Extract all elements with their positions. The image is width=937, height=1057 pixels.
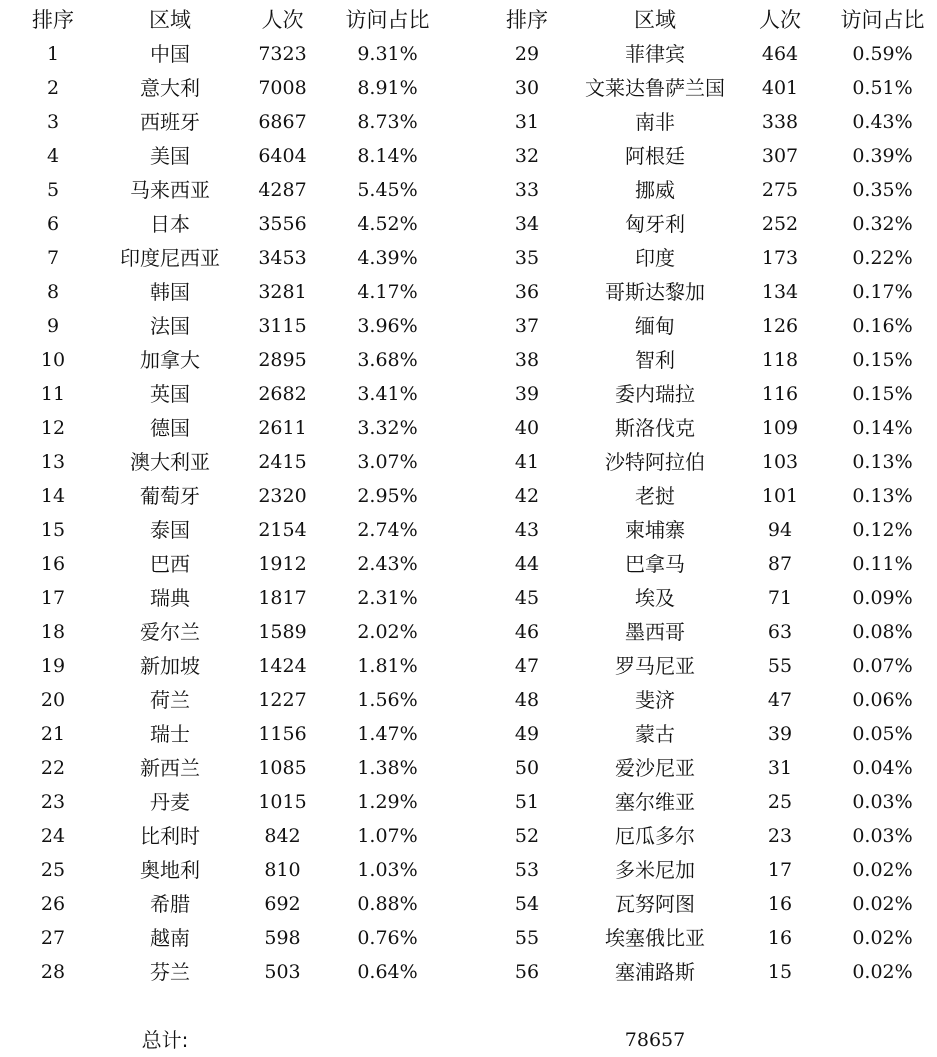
visits-cell: 109: [761, 417, 799, 439]
table-row: [0, 173, 937, 207]
rank-cell: 29: [514, 43, 540, 65]
total-value: 78657: [624, 1029, 686, 1051]
share-cell: 0.32%: [852, 213, 913, 235]
region-cell: 新加坡: [140, 654, 200, 678]
region-cell: 英国: [150, 382, 190, 406]
visits-cell: 338: [761, 111, 799, 133]
rank-cell: 27: [40, 927, 66, 949]
share-cell: 3.68%: [357, 349, 418, 371]
region-cell: 葡萄牙: [140, 484, 200, 508]
region-cell: 爱沙尼亚: [615, 756, 695, 780]
table-row: [0, 139, 937, 173]
share-cell: 9.31%: [357, 43, 418, 65]
visits-cell: 2895: [258, 349, 307, 371]
table-row: [0, 377, 937, 411]
share-cell: 2.43%: [357, 553, 418, 575]
visits-cell: 2320: [258, 485, 307, 507]
share-cell: 0.51%: [852, 77, 913, 99]
share-cell: 3.41%: [357, 383, 418, 405]
share-cell: 3.32%: [357, 417, 418, 439]
region-cell: 墨西哥: [625, 620, 685, 644]
region-cell: 巴西: [150, 552, 190, 576]
region-cell: 中国: [150, 42, 190, 66]
rank-cell: 28: [40, 961, 66, 983]
share-cell: 0.11%: [852, 553, 913, 575]
rank-cell: 32: [514, 145, 540, 167]
rank-cell: 50: [514, 757, 540, 779]
table-row: [0, 411, 937, 445]
share-cell: 1.29%: [357, 791, 418, 813]
table-row: [0, 921, 937, 955]
rank-cell: 40: [514, 417, 540, 439]
rank-cell: 14: [40, 485, 66, 507]
share-cell: 1.03%: [357, 859, 418, 881]
region-cell: 芬兰: [150, 960, 190, 984]
table-row: [0, 955, 937, 989]
share-cell: 0.05%: [852, 723, 913, 745]
table-row: [0, 275, 937, 309]
visits-cell: 275: [761, 179, 799, 201]
visits-cell: 126: [761, 315, 799, 337]
table-row: [0, 649, 937, 683]
rank-cell: 46: [514, 621, 540, 643]
region-cell: 奥地利: [140, 858, 200, 882]
share-cell: 0.15%: [852, 349, 913, 371]
share-cell: 0.02%: [852, 859, 913, 881]
share-cell: 5.45%: [357, 179, 418, 201]
region-cell: 印度尼西亚: [120, 246, 220, 270]
rank-cell: 52: [514, 825, 540, 847]
share-cell: 0.02%: [852, 927, 913, 949]
region-cell: 哥斯达黎加: [605, 280, 705, 304]
share-cell: 1.56%: [357, 689, 418, 711]
rank-cell: 7: [46, 247, 60, 269]
region-cell: 巴拿马: [625, 552, 685, 576]
region-cell: 美国: [150, 144, 190, 168]
visits-cell: 1085: [258, 757, 307, 779]
region-cell: 瓦努阿图: [615, 892, 695, 916]
region-cell: 马来西亚: [130, 178, 210, 202]
region-cell: 丹麦: [150, 790, 190, 814]
table-row: [0, 445, 937, 479]
visits-cell: 810: [264, 859, 301, 881]
rank-cell: 16: [40, 553, 66, 575]
region-cell: 比利时: [140, 824, 200, 848]
table-row: [0, 853, 937, 887]
rank-cell: 24: [40, 825, 66, 847]
visits-cell: 2154: [258, 519, 307, 541]
rank-cell: 49: [514, 723, 540, 745]
visits-cell: 1156: [258, 723, 307, 745]
header-visits-right: 人次: [759, 8, 801, 32]
share-cell: 1.47%: [357, 723, 418, 745]
total-label: 总计:: [141, 1028, 189, 1052]
rank-cell: 17: [40, 587, 66, 609]
region-cell: 日本: [150, 212, 190, 236]
table-row: [0, 887, 937, 921]
region-cell: 塞浦路斯: [615, 960, 695, 984]
share-cell: 0.04%: [852, 757, 913, 779]
rank-cell: 47: [514, 655, 540, 677]
rank-cell: 48: [514, 689, 540, 711]
region-cell: 印度: [635, 246, 675, 270]
share-cell: 0.88%: [357, 893, 418, 915]
visits-cell: 101: [761, 485, 799, 507]
rank-cell: 5: [46, 179, 60, 201]
visits-cell: 1817: [258, 587, 307, 609]
region-cell: 爱尔兰: [140, 620, 200, 644]
share-cell: 8.14%: [357, 145, 418, 167]
rank-cell: 11: [40, 383, 66, 405]
header-region-left: 区域: [149, 8, 191, 32]
region-cell: 新西兰: [140, 756, 200, 780]
visits-cell: 692: [264, 893, 301, 915]
table-row: [0, 71, 937, 105]
share-cell: 0.08%: [852, 621, 913, 643]
share-cell: 0.02%: [852, 893, 913, 915]
rank-cell: 22: [40, 757, 66, 779]
visits-cell: 1589: [258, 621, 307, 643]
rank-cell: 36: [514, 281, 540, 303]
header-region-right: 区域: [634, 8, 676, 32]
table-row: [0, 207, 937, 241]
visits-cell: 55: [767, 655, 793, 677]
visits-cell: 47: [767, 689, 793, 711]
rank-cell: 6: [46, 213, 60, 235]
table-row: [0, 717, 937, 751]
visits-cell: 3556: [258, 213, 307, 235]
rank-cell: 43: [514, 519, 540, 541]
visits-cell: 173: [761, 247, 799, 269]
visits-cell: 3453: [258, 247, 307, 269]
visits-cell: 598: [264, 927, 301, 949]
table-row: [0, 343, 937, 377]
visits-cell: 16: [767, 893, 793, 915]
visits-cell: 17: [767, 859, 793, 881]
visits-cell: 4287: [258, 179, 307, 201]
share-cell: 1.81%: [357, 655, 418, 677]
table-row: [0, 309, 937, 343]
rank-cell: 10: [40, 349, 66, 371]
share-cell: 0.17%: [852, 281, 913, 303]
visits-cell: 63: [767, 621, 793, 643]
table-header: [0, 2, 937, 36]
visits-cell: 2682: [258, 383, 307, 405]
visits-cell: 23: [767, 825, 793, 847]
rank-cell: 38: [514, 349, 540, 371]
visits-cell: 116: [761, 383, 799, 405]
region-cell: 意大利: [140, 76, 200, 100]
region-cell: 埃及: [635, 586, 675, 610]
rank-cell: 8: [46, 281, 60, 303]
rank-cell: 23: [40, 791, 66, 813]
header-share-left: 访问占比: [345, 8, 430, 32]
region-cell: 菲律宾: [625, 42, 685, 66]
region-cell: 智利: [635, 348, 675, 372]
rank-cell: 3: [46, 111, 60, 133]
visits-cell: 87: [767, 553, 793, 575]
rank-cell: 41: [514, 451, 540, 473]
rank-cell: 33: [514, 179, 540, 201]
share-cell: 2.02%: [357, 621, 418, 643]
region-cell: 澳大利亚: [130, 450, 210, 474]
visits-cell: 6404: [258, 145, 307, 167]
share-cell: 0.07%: [852, 655, 913, 677]
visits-cell: 252: [761, 213, 799, 235]
rank-cell: 37: [514, 315, 540, 337]
share-cell: 1.38%: [357, 757, 418, 779]
table-row: [0, 785, 937, 819]
region-cell: 匈牙利: [625, 212, 685, 236]
visits-cell: 307: [761, 145, 799, 167]
table-row: [0, 581, 937, 615]
visits-cell: 94: [767, 519, 793, 541]
share-cell: 4.52%: [357, 213, 418, 235]
table-row: [0, 479, 937, 513]
header-share-right: 访问占比: [840, 8, 925, 32]
share-cell: 0.35%: [852, 179, 913, 201]
visits-cell: 15: [767, 961, 793, 983]
rank-cell: 13: [40, 451, 66, 473]
region-cell: 文莱达鲁萨兰国: [585, 76, 725, 100]
share-cell: 0.03%: [852, 791, 913, 813]
share-cell: 1.07%: [357, 825, 418, 847]
visits-cell: 71: [767, 587, 793, 609]
share-cell: 2.31%: [357, 587, 418, 609]
region-cell: 挪威: [635, 178, 675, 202]
share-cell: 0.09%: [852, 587, 913, 609]
share-cell: 8.73%: [357, 111, 418, 133]
region-cell: 斐济: [635, 688, 675, 712]
rank-cell: 42: [514, 485, 540, 507]
region-cell: 柬埔寨: [625, 518, 685, 542]
visits-cell: 39: [767, 723, 793, 745]
share-cell: 0.59%: [852, 43, 913, 65]
rank-cell: 44: [514, 553, 540, 575]
region-cell: 蒙古: [635, 722, 675, 746]
share-cell: 0.76%: [357, 927, 418, 949]
region-cell: 越南: [150, 926, 190, 950]
share-cell: 2.74%: [357, 519, 418, 541]
region-cell: 罗马尼亚: [615, 654, 695, 678]
share-cell: 4.39%: [357, 247, 418, 269]
visits-cell: 118: [761, 349, 799, 371]
visits-cell: 6867: [258, 111, 307, 133]
rank-cell: 9: [46, 315, 60, 337]
rank-cell: 12: [40, 417, 66, 439]
share-cell: 0.22%: [852, 247, 913, 269]
visits-cell: 842: [264, 825, 301, 847]
rank-cell: 20: [40, 689, 66, 711]
header-rank-left: 排序: [32, 8, 74, 32]
region-cell: 法国: [150, 314, 190, 338]
rank-cell: 21: [40, 723, 66, 745]
visits-cell: 1424: [258, 655, 307, 677]
rank-cell: 2: [46, 77, 60, 99]
table-row: [0, 751, 937, 785]
table-row: [0, 37, 937, 71]
rank-cell: 4: [46, 145, 60, 167]
visits-cell: 1015: [258, 791, 307, 813]
visits-cell: 3115: [258, 315, 307, 337]
share-cell: 0.03%: [852, 825, 913, 847]
share-cell: 0.15%: [852, 383, 913, 405]
visits-cell: 1227: [258, 689, 307, 711]
share-cell: 0.64%: [357, 961, 418, 983]
table-row: [0, 241, 937, 275]
region-cell: 埃塞俄比亚: [605, 926, 705, 950]
rank-cell: 25: [40, 859, 66, 881]
rank-cell: 53: [514, 859, 540, 881]
rank-cell: 31: [514, 111, 540, 133]
region-cell: 韩国: [150, 280, 190, 304]
region-cell: 德国: [150, 416, 190, 440]
region-cell: 沙特阿拉伯: [605, 450, 705, 474]
region-cell: 南非: [635, 110, 675, 134]
rank-cell: 39: [514, 383, 540, 405]
table-row: [0, 513, 937, 547]
share-cell: 3.07%: [357, 451, 418, 473]
share-cell: 0.14%: [852, 417, 913, 439]
region-cell: 加拿大: [140, 348, 200, 372]
visits-cell: 3281: [258, 281, 307, 303]
share-cell: 3.96%: [357, 315, 418, 337]
share-cell: 4.17%: [357, 281, 418, 303]
table-row: [0, 105, 937, 139]
region-cell: 多米尼加: [615, 858, 695, 882]
share-cell: 0.16%: [852, 315, 913, 337]
visits-cell: 103: [761, 451, 799, 473]
rank-cell: 34: [514, 213, 540, 235]
visits-cell: 134: [761, 281, 799, 303]
rank-cell: 1: [46, 43, 60, 65]
visits-cell: 2415: [258, 451, 307, 473]
table-row: [0, 547, 937, 581]
region-cell: 老挝: [635, 484, 675, 508]
table-row: [0, 683, 937, 717]
region-cell: 瑞典: [150, 586, 190, 610]
visits-cell: 503: [264, 961, 301, 983]
share-cell: 8.91%: [357, 77, 418, 99]
visits-cell: 16: [767, 927, 793, 949]
region-cell: 瑞士: [150, 722, 190, 746]
share-cell: 0.13%: [852, 451, 913, 473]
rank-cell: 51: [514, 791, 540, 813]
region-cell: 阿根廷: [625, 144, 685, 168]
header-rank-right: 排序: [506, 8, 548, 32]
region-cell: 希腊: [150, 892, 190, 916]
table-row: [0, 615, 937, 649]
share-cell: 0.43%: [852, 111, 913, 133]
rank-cell: 26: [40, 893, 66, 915]
region-cell: 塞尔维亚: [615, 790, 695, 814]
region-cell: 泰国: [150, 518, 190, 542]
visits-cell: 2611: [258, 417, 307, 439]
rank-cell: 18: [40, 621, 66, 643]
region-cell: 斯洛伐克: [615, 416, 695, 440]
rank-cell: 54: [514, 893, 540, 915]
rank-cell: 35: [514, 247, 540, 269]
region-cell: 缅甸: [635, 314, 675, 338]
share-cell: 0.13%: [852, 485, 913, 507]
visits-cell: 464: [761, 43, 799, 65]
visits-cell: 25: [767, 791, 793, 813]
header-visits-left: 人次: [261, 8, 304, 32]
visits-cell: 1912: [258, 553, 307, 575]
region-cell: 西班牙: [140, 110, 200, 134]
rank-cell: 15: [40, 519, 66, 541]
rank-cell: 55: [514, 927, 540, 949]
visits-cell: 7008: [258, 77, 307, 99]
rank-cell: 56: [514, 961, 540, 983]
share-cell: 2.95%: [357, 485, 418, 507]
visits-cell: 401: [761, 77, 799, 99]
total-row: [0, 1023, 937, 1057]
visits-cell: 7323: [258, 43, 307, 65]
share-cell: 0.12%: [852, 519, 913, 541]
rank-cell: 19: [40, 655, 66, 677]
share-cell: 0.02%: [852, 961, 913, 983]
table-row: [0, 819, 937, 853]
share-cell: 0.06%: [852, 689, 913, 711]
share-cell: 0.39%: [852, 145, 913, 167]
visits-cell: 31: [767, 757, 793, 779]
region-cell: 荷兰: [150, 688, 190, 712]
region-cell: 委内瑞拉: [615, 382, 695, 406]
region-cell: 厄瓜多尔: [615, 824, 695, 848]
rank-cell: 30: [514, 77, 540, 99]
rank-cell: 45: [514, 587, 540, 609]
